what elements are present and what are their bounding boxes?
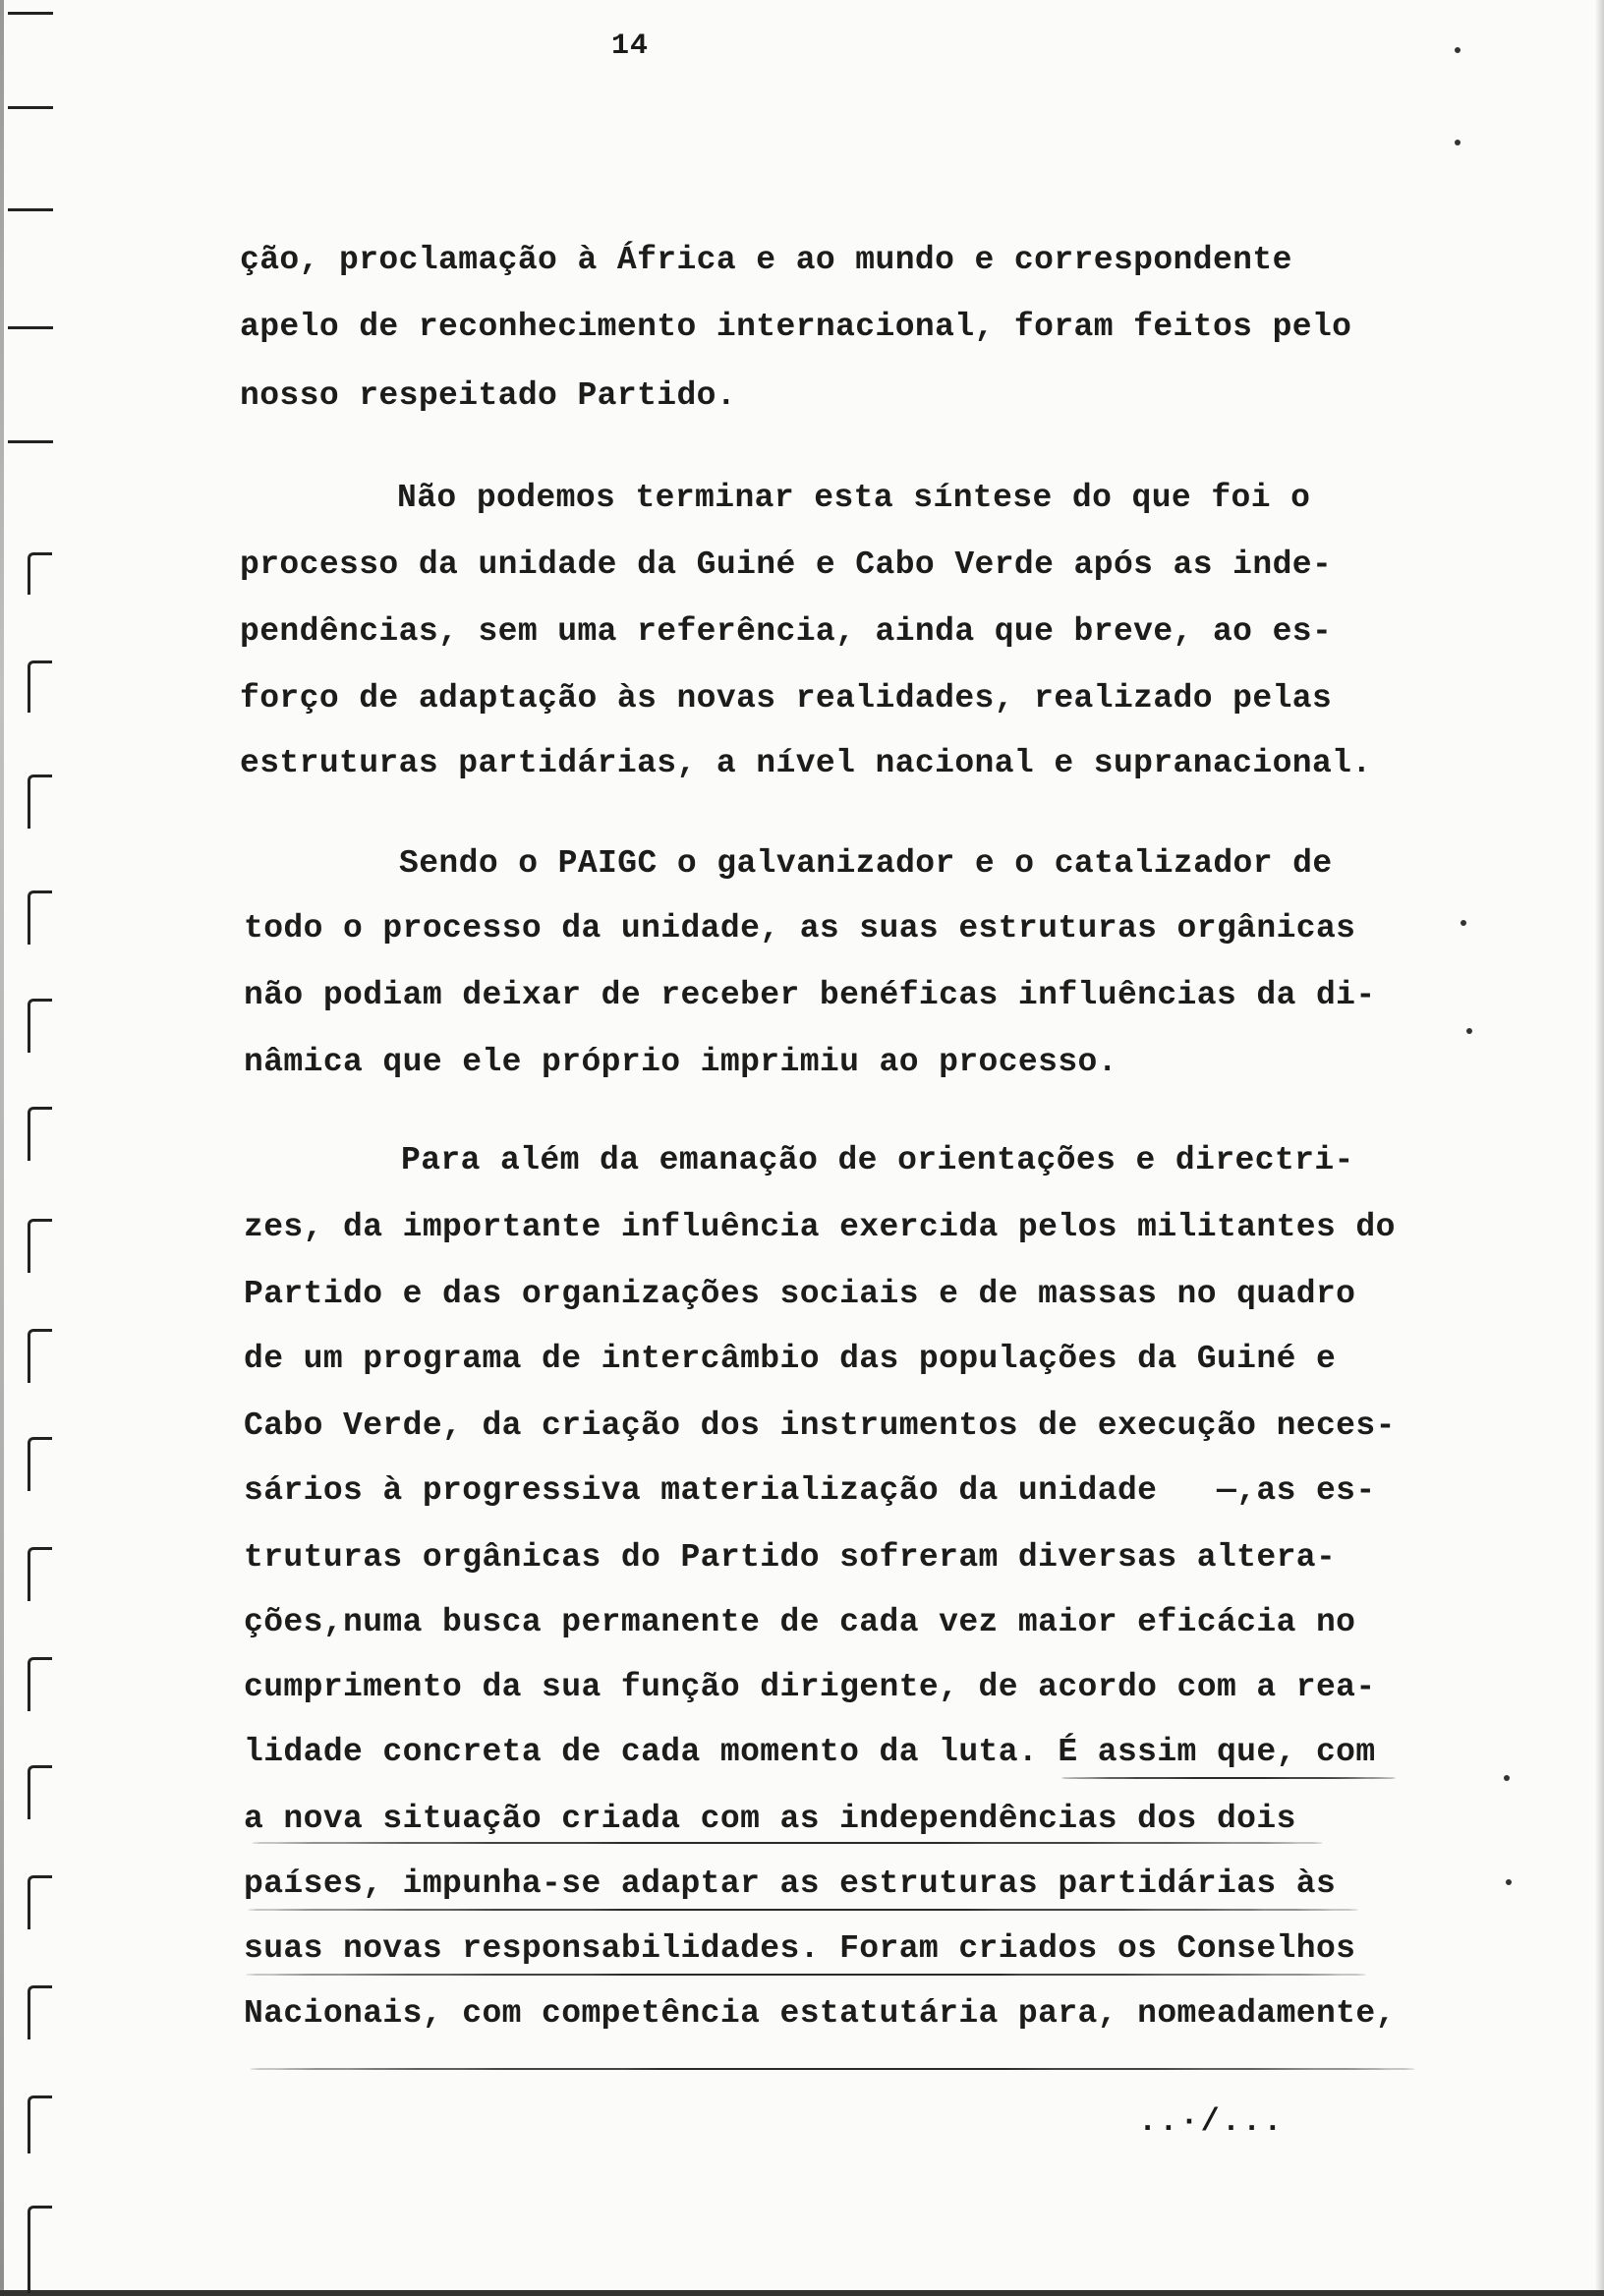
- text-line: Cabo Verde, da criação dos instrumentos de execução neces-: [244, 1407, 1396, 1444]
- margin-mark: [28, 660, 52, 713]
- margin-mark: [8, 440, 53, 443]
- text-line: nâmica que ele próprio imprimiu ao processo.: [244, 1044, 1117, 1080]
- text-line: ções,numa busca permanente de cada vez maior eficácia no: [244, 1604, 1356, 1640]
- text-line: apelo de reconhecimento internacional, foram feitos pelo: [240, 309, 1352, 345]
- text-line: Nacionais, com competência estatutária para, nomeadamente,: [244, 1995, 1396, 2032]
- margin-mark: [8, 326, 53, 329]
- handwritten-underline: [248, 1909, 1358, 1911]
- text-line: Partido e das organizações sociais e de massas no quadro: [244, 1276, 1356, 1312]
- margin-mark: [28, 1657, 52, 1711]
- handwritten-underline: [246, 1974, 1366, 1976]
- text-line: nosso respeitado Partido.: [240, 377, 737, 414]
- text-line: países, impunha-se adaptar as estruturas partidárias às: [244, 1866, 1337, 1902]
- margin-mark: [28, 1437, 52, 1491]
- margin-mark: [28, 2095, 52, 2153]
- text-line: estruturas partidárias, a nível nacional e supranacional.: [240, 745, 1372, 781]
- scan-left-edge: [0, 0, 4, 2296]
- margin-mark: [28, 1547, 52, 1601]
- text-line: truturas orgânicas do Partido sofreram diversas altera-: [244, 1539, 1337, 1576]
- text-line: a nova situação criada com as independências dos dois: [244, 1801, 1296, 1837]
- margin-mark: [8, 106, 53, 109]
- scan-speck: [1506, 1879, 1512, 1885]
- text-line: processo da unidade da Guiné e Cabo Verde após as inde-: [240, 546, 1333, 583]
- handwritten-underline: [1061, 1777, 1396, 1779]
- scan-speck: [1504, 1775, 1510, 1781]
- text-line: não podiam deixar de receber benéficas influências da di-: [244, 977, 1376, 1013]
- margin-mark: [28, 1765, 52, 1819]
- handwritten-underline: [252, 1842, 1323, 1844]
- text-line: cumprimento da sua função dirigente, de acordo com a rea-: [244, 1669, 1376, 1705]
- text-line: pendências, sem uma referência, ainda que breve, ao es-: [240, 613, 1333, 650]
- scan-speck: [1455, 140, 1461, 145]
- text-line: suas novas responsabilidades. Foram criados os Conselhos: [244, 1930, 1356, 1967]
- margin-mark: [28, 1875, 52, 1929]
- text-line: de um programa de intercâmbio das populações da Guiné e: [244, 1341, 1337, 1377]
- text-line: ção, proclamação à África e ao mundo e correspondente: [240, 242, 1292, 278]
- margin-mark: [28, 775, 52, 829]
- margin-mark: [28, 552, 52, 595]
- text-line: sários à progressiva materialização da unidade —,as es-: [244, 1472, 1376, 1509]
- text-line: Não podemos terminar esta síntese do que foi o: [397, 480, 1311, 516]
- margin-mark: [28, 999, 52, 1053]
- handwritten-underline: [250, 2068, 1415, 2070]
- margin-mark: [8, 12, 53, 15]
- text-line: Para além da emanação de orientações e directri-: [401, 1142, 1354, 1178]
- margin-mark: [28, 1985, 52, 2039]
- text-line: todo o processo da unidade, as suas estruturas orgânicas: [244, 910, 1356, 947]
- scan-speck: [1466, 1028, 1472, 1034]
- margin-mark: [28, 890, 52, 945]
- page-number: 14: [611, 29, 650, 63]
- margin-mark: [28, 2206, 52, 2293]
- scan-speck: [1455, 47, 1461, 53]
- continuation-mark: ..·/...: [1138, 2103, 1285, 2140]
- margin-mark: [28, 1329, 52, 1383]
- margin-mark: [28, 1107, 52, 1161]
- margin-mark: [28, 1219, 52, 1273]
- text-line: zes, da importante influência exercida pelos militantes do: [244, 1209, 1396, 1245]
- text-line: forço de adaptação às novas realidades, realizado pelas: [240, 680, 1333, 717]
- scan-speck: [1461, 920, 1466, 926]
- text-line: lidade concreta de cada momento da luta. É assim que, com: [244, 1734, 1376, 1770]
- scan-right-edge: [1594, 0, 1604, 2296]
- text-line: Sendo o PAIGC o galvanizador e o catalizador de: [399, 845, 1333, 882]
- margin-mark: [8, 208, 53, 211]
- scan-bottom-edge: [0, 2290, 1604, 2296]
